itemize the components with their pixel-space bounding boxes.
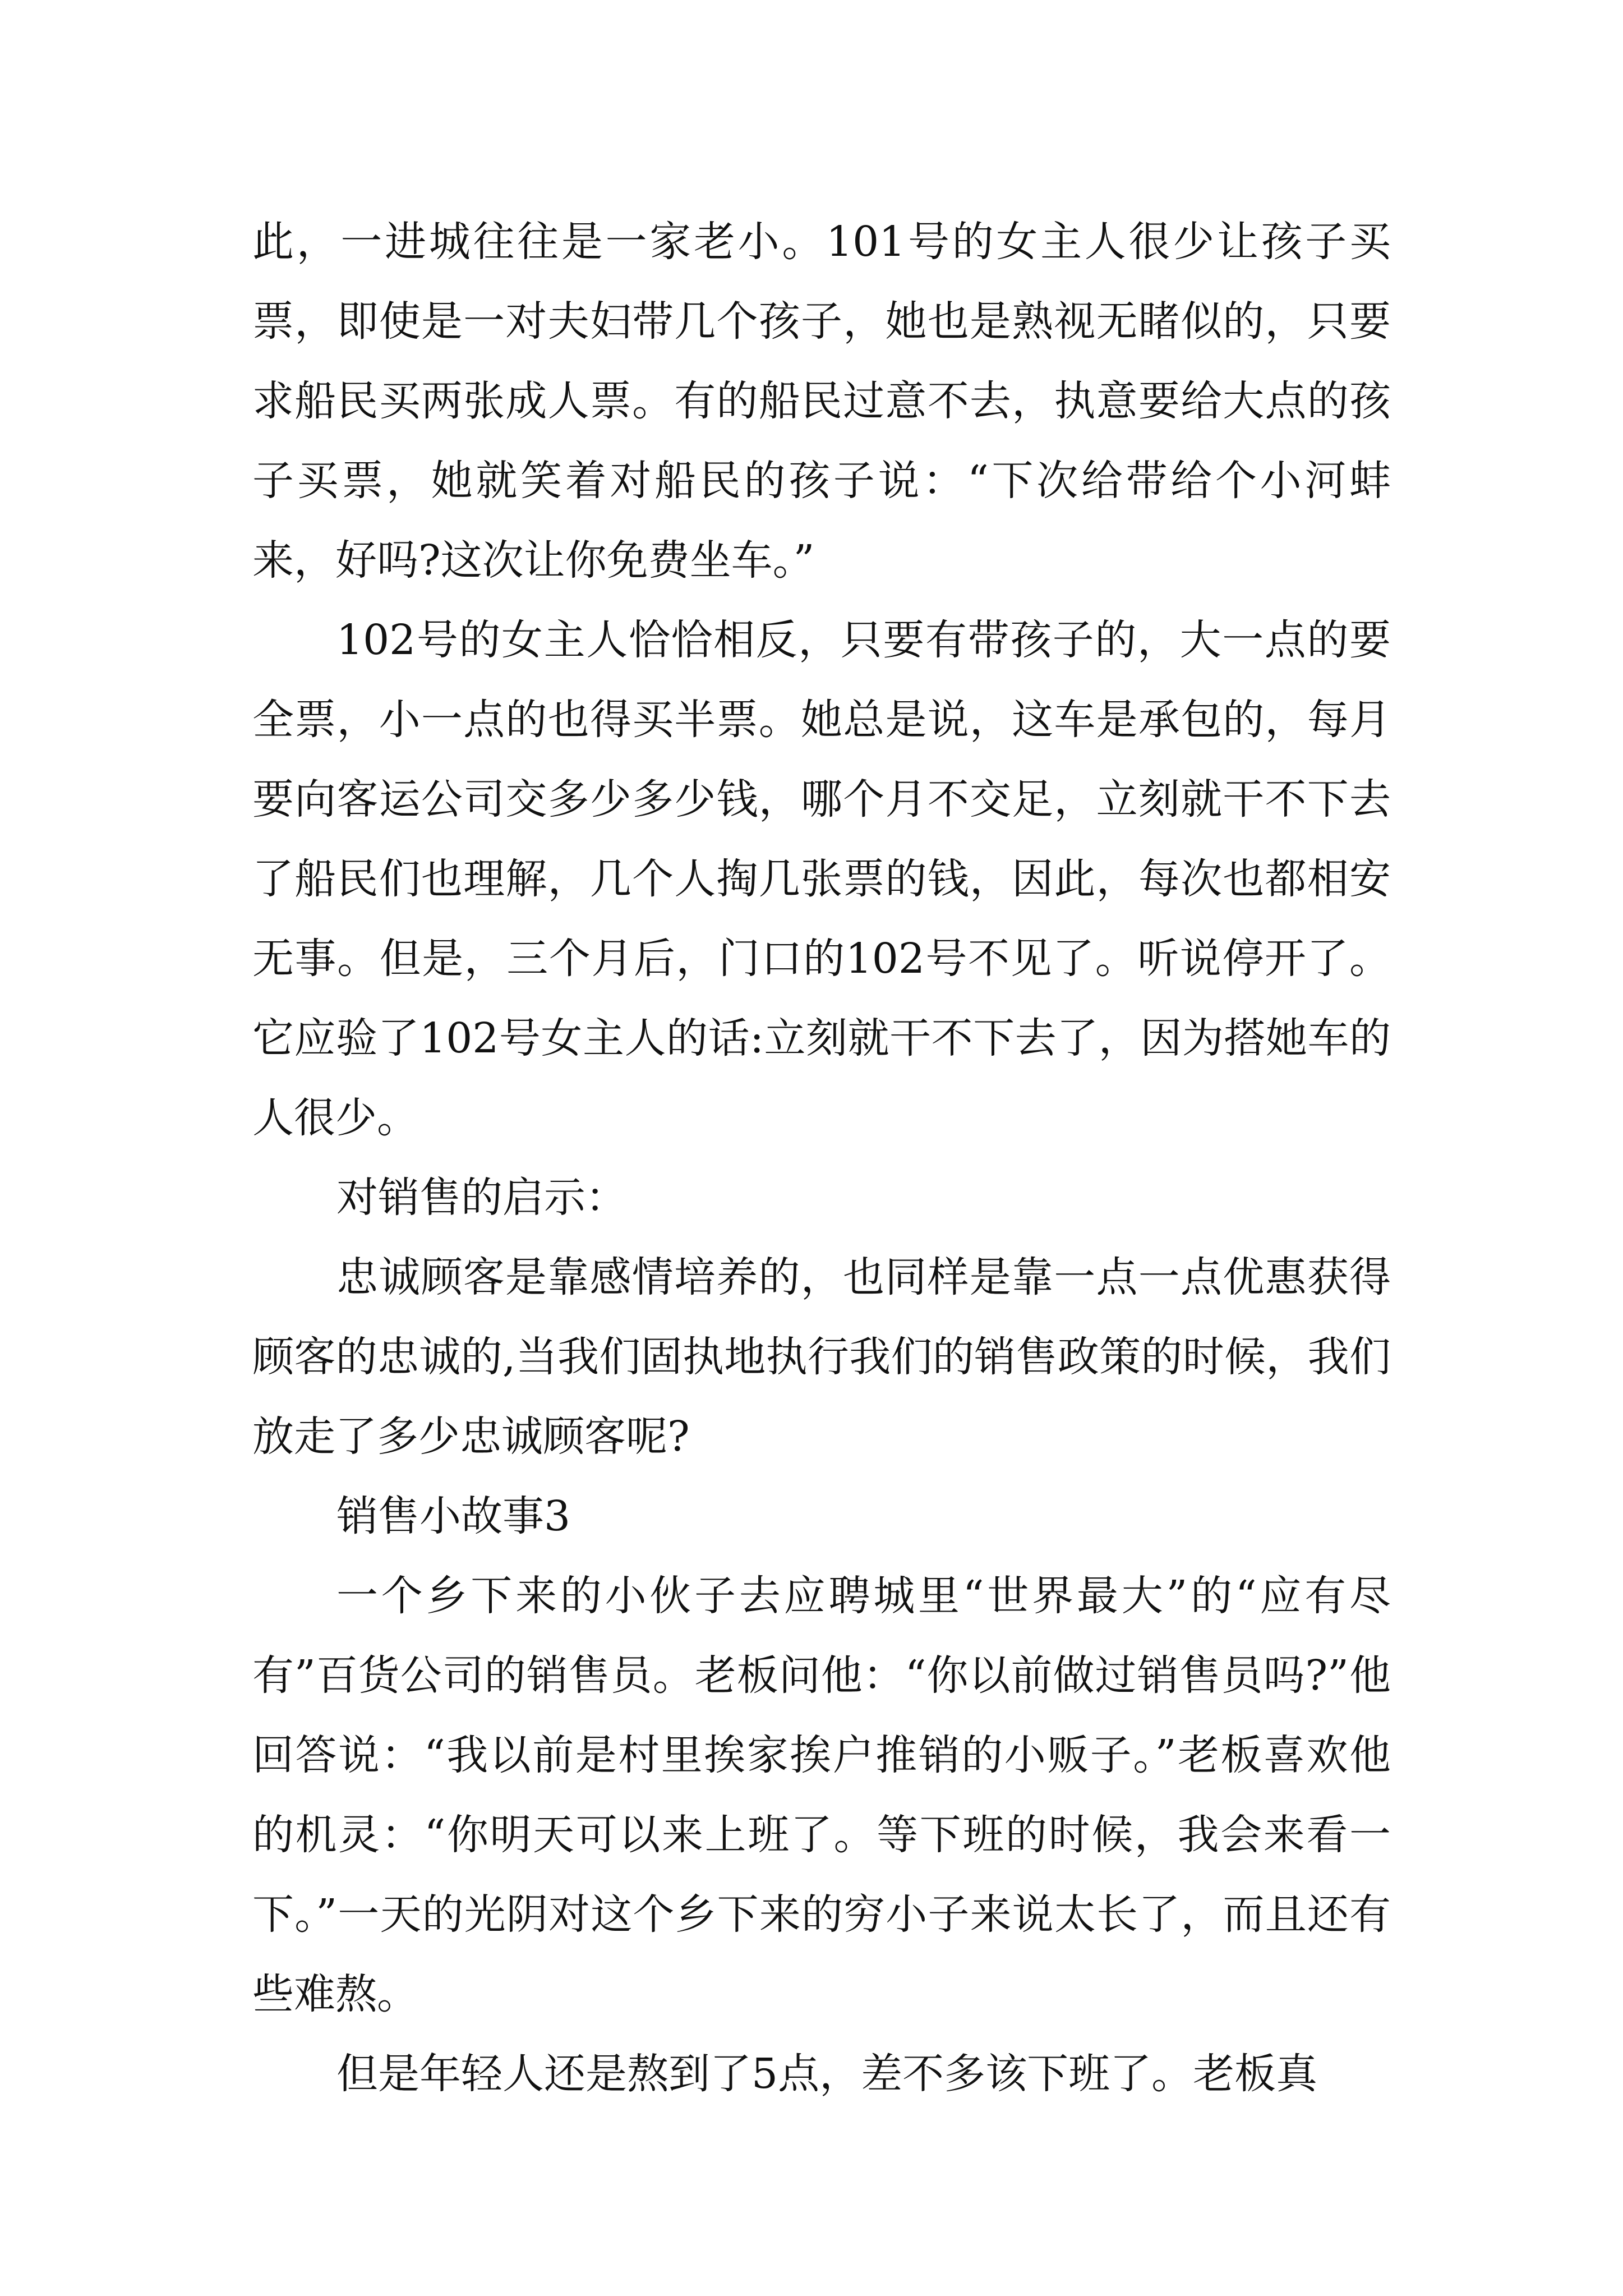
document-body [252,202,1391,2114]
paragraph-2: 102号的女主人恰恰相反，只要有带孩子的，大一点的要全票，小一点的也得买半票。她总是说，这车是承包的，每月要向客运公司交多少多少钱，哪个月不交足，立刻就干不下去了船民们也理解，几个人掏几张票的钱，因此，每次也都相安无事。但是，三个月后，门口的102号不见了。听说停开了。它应验了102号女主人的话:立刻就干不下去了，因为搭她车的人很少。 [252,616,1391,1142]
paragraph-5: 一个乡下来的小伙子去应聘城里“世界最大”的“应有尽有”百货公司的销售员。老板问他：“你以前做过销售员吗?”他回答说：“我以前是村里挨家挨户推销的小贩子。”老板喜欢他的机灵：“你明天可以来上班了。等下班的时候，我会来看一下。”一天的光阴对这个乡下来的穷小子来说太长了，而且还有些难熬。 [252,1572,1391,2018]
paragraph-4: 忠诚顾客是靠感情培养的，也同样是靠一点一点优惠获得顾客的忠诚的,当我们固执地执行我们的销售政策的时候，我们放走了多少忠诚顾客呢? [252,1253,1391,1461]
paragraph-1: 此，一进城往往是一家老小。101号的女主人很少让孩子买票，即使是一对夫妇带几个孩子，她也是熟视无睹似的，只要求船民买两张成人票。有的船民过意不去，执意要给大点的孩子买票，她就笑着对船民的孩子说：“下次给带给个小河蚌来，好吗?这次让你免费坐车。” [252,218,1391,585]
section-heading: 销售小故事3 [336,1492,571,1540]
paragraph-3: 对销售的启示： [336,1174,627,1222]
paragraph-6: 但是年轻人还是熬到了5点，差不多该下班了。老板真 [336,2050,1318,2098]
